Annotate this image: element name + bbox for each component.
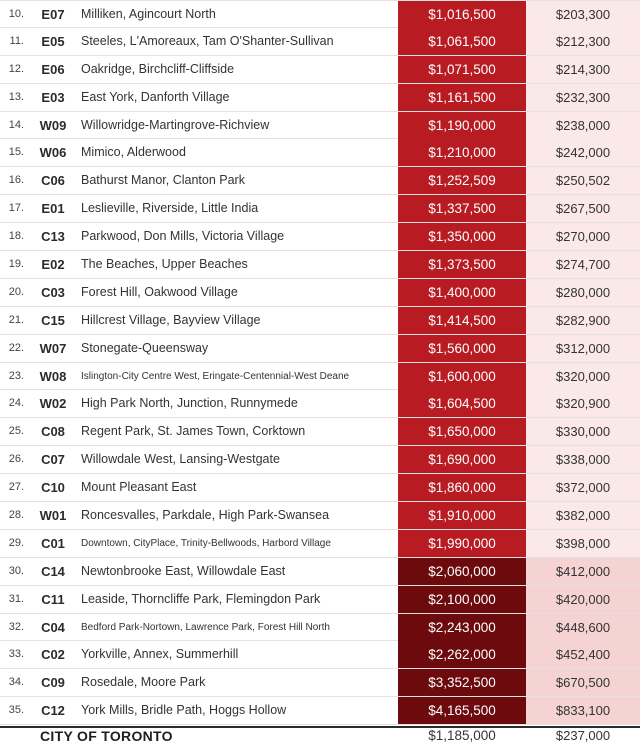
district-code-cell: C15 [41, 312, 65, 328]
district-code-cell: W08 [39, 368, 67, 384]
down-payment-cell: $833,100 [526, 697, 640, 724]
down-payment-cell: $670,500 [526, 669, 640, 696]
neighbourhood-name-cell: Parkwood, Don Mills, Victoria Village [81, 229, 285, 244]
down-payment-cell: $338,000 [526, 446, 640, 473]
neighbourhood-name-cell: Oakridge, Birchcliff-Cliffside [81, 61, 235, 76]
down-payment-cell: $320,900 [526, 390, 640, 417]
table-row [0, 446, 640, 474]
table-row [0, 530, 640, 558]
rank-cell: 21. [8, 313, 24, 326]
rank-cell: 27. [8, 481, 24, 494]
down-payment-cell: $212,300 [526, 28, 640, 55]
neighbourhood-name-cell: Willowridge-Martingrove-Richview [81, 117, 270, 132]
table-row [0, 28, 640, 56]
neighbourhood-name-cell: Leaside, Thorncliffe Park, Flemingdon Park [81, 591, 321, 606]
neighbourhood-name-cell: Leslieville, Riverside, Little India [81, 201, 259, 216]
neighbourhood-name-cell: Islington-City Centre West, Eringate-Centennial-West Deane [81, 370, 350, 382]
down-payment-cell: $448,600 [526, 614, 640, 641]
rank-cell: 34. [8, 676, 24, 689]
down-payment-cell: $282,900 [526, 307, 640, 334]
rank-cell: 15. [8, 146, 24, 159]
rank-cell: 26. [8, 453, 24, 466]
down-payment-cell: $280,000 [526, 279, 640, 306]
down-payment-cell: $398,000 [526, 530, 640, 557]
price-cell: $1,600,000 [398, 363, 526, 390]
neighbourhood-name-cell: Mount Pleasant East [81, 480, 197, 495]
neighbourhood-name-cell: Yorkville, Annex, Summerhill [81, 647, 239, 662]
district-code-cell: C09 [41, 675, 65, 691]
rank-cell: 24. [8, 397, 24, 410]
table-row [0, 307, 640, 335]
price-cell: $1,161,500 [398, 84, 526, 111]
price-cell: $1,910,000 [398, 502, 526, 529]
table-row [0, 223, 640, 251]
district-code-cell: C07 [41, 452, 65, 468]
rank-cell: 16. [8, 174, 24, 187]
table-row [0, 363, 640, 391]
down-payment-cell: $382,000 [526, 502, 640, 529]
district-code-cell: C08 [41, 424, 65, 440]
table-row [0, 502, 640, 530]
rank-cell: 22. [8, 341, 24, 354]
price-cell: $1,860,000 [398, 474, 526, 501]
district-code-cell: W06 [39, 145, 67, 161]
down-payment-cell: $232,300 [526, 84, 640, 111]
total-row [0, 726, 640, 746]
district-code-cell: C10 [41, 480, 65, 496]
table-row [0, 390, 640, 418]
district-code-cell: E07 [41, 7, 65, 22]
rank-cell: 20. [8, 285, 24, 298]
price-cell: $1,650,000 [398, 418, 526, 445]
price-cell: $1,414,500 [398, 307, 526, 334]
rank-cell: 17. [8, 202, 24, 215]
district-code-cell: C12 [41, 703, 65, 719]
neighbourhood-name-cell: Roncesvalles, Parkdale, High Park-Swansea [81, 508, 330, 523]
district-code-cell: W02 [39, 396, 67, 412]
rank-cell: 10. [8, 8, 24, 20]
price-cell: $1,400,000 [398, 279, 526, 306]
down-payment-cell: $452,400 [526, 641, 640, 668]
price-cell: $1,350,000 [398, 223, 526, 250]
rank-cell: 25. [8, 425, 24, 438]
table-row [0, 279, 640, 307]
price-cell: $1,190,000 [398, 112, 526, 139]
neighbourhood-name-cell: Milliken, Agincourt North [81, 7, 216, 21]
district-code-cell: C06 [41, 173, 65, 189]
down-payment-cell: $420,000 [526, 586, 640, 613]
down-payment-cell: $274,700 [526, 251, 640, 278]
price-cell: $1,061,500 [398, 28, 526, 55]
rank-cell: 32. [8, 620, 24, 633]
neighbourhood-name-cell: Hillcrest Village, Bayview Village [81, 312, 261, 327]
rank-cell: 12. [8, 62, 24, 75]
table-row [0, 167, 640, 195]
table-row [0, 335, 640, 363]
price-cell: $4,165,500 [398, 697, 526, 724]
rank-cell: 14. [8, 118, 24, 131]
rank-cell: 28. [8, 509, 24, 522]
neighbourhood-name-cell: High Park North, Junction, Runnymede [81, 396, 298, 411]
price-cell: $2,262,000 [398, 641, 526, 668]
down-payment-cell: $203,300 [526, 1, 640, 28]
price-cell: $1,560,000 [398, 335, 526, 362]
table-row [0, 641, 640, 669]
district-code-cell: C01 [41, 535, 65, 551]
down-payment-cell: $242,000 [526, 139, 640, 166]
neighbourhood-name-cell: Newtonbrooke East, Willowdale East [81, 563, 286, 578]
neighbourhood-name-cell: East York, Danforth Village [81, 89, 230, 104]
neighbourhood-name-cell: Mimico, Alderwood [81, 145, 186, 160]
district-code-cell: C14 [41, 563, 65, 579]
table-row [0, 558, 640, 586]
down-payment-cell: $267,500 [526, 195, 640, 222]
price-cell: $1,604,500 [398, 390, 526, 417]
district-code-cell: E05 [41, 33, 65, 49]
neighbourhood-name-cell: Steeles, L'Amoreaux, Tam O'Shanter-Sullivan [81, 33, 334, 48]
neighbourhood-name-cell: Bathurst Manor, Clanton Park [81, 173, 245, 188]
table-row [0, 614, 640, 642]
price-cell: $1,252,509 [398, 167, 526, 194]
rank-cell: 11. [9, 34, 24, 47]
district-code-cell: W09 [39, 117, 67, 133]
rank-cell: 23. [8, 369, 24, 382]
district-code-cell: E02 [41, 257, 65, 273]
table-row [0, 418, 640, 446]
price-cell: $1,071,500 [398, 56, 526, 83]
neighbourhood-name-cell: Forest Hill, Oakwood Village [81, 284, 238, 299]
down-payment-cell: $330,000 [526, 418, 640, 445]
price-cell: $1,690,000 [398, 446, 526, 473]
district-code-cell: C04 [41, 619, 65, 635]
price-cell: $2,243,000 [398, 614, 526, 641]
table-row [0, 0, 640, 28]
price-cell: $2,060,000 [398, 558, 526, 585]
neighbourhood-name-cell: Regent Park, St. James Town, Corktown [81, 424, 306, 439]
down-payment-cell: $412,000 [526, 558, 640, 585]
table-row [0, 112, 640, 140]
rank-cell: 31. [8, 592, 24, 605]
table-row [0, 669, 640, 697]
table-row [0, 474, 640, 502]
table-row [0, 251, 640, 279]
down-payment-cell: $320,000 [526, 363, 640, 390]
district-code-cell: C11 [41, 591, 65, 607]
down-payment-cell: $372,000 [526, 474, 640, 501]
district-code-cell: W07 [39, 340, 67, 356]
table-row [0, 56, 640, 84]
district-code-cell: E06 [41, 61, 65, 77]
district-code-cell: W01 [39, 508, 67, 524]
district-code-cell: C03 [41, 284, 65, 300]
rank-cell: 13. [8, 90, 24, 103]
district-code-cell: E01 [41, 201, 65, 217]
table-row [0, 195, 640, 223]
neighbourhood-name-cell: Downtown, CityPlace, Trinity-Bellwoods, Harbord Village [81, 537, 331, 549]
down-payment-cell: $238,000 [526, 112, 640, 139]
price-cell: $1,337,500 [398, 195, 526, 222]
down-payment-cell: $214,300 [526, 56, 640, 83]
price-cell: $3,352,500 [398, 669, 526, 696]
total-label: CITY OF TORONTO [40, 728, 173, 744]
table-row [0, 139, 640, 167]
price-cell: $1,373,500 [398, 251, 526, 278]
total-down-payment: $237,000 [555, 728, 611, 743]
rank-cell: 19. [8, 258, 24, 271]
price-cell: $1,016,500 [398, 1, 526, 28]
price-cell: $1,990,000 [398, 530, 526, 557]
district-code-cell: E03 [41, 89, 65, 105]
rank-cell: 35. [8, 704, 24, 717]
rank-cell: 29. [8, 536, 24, 549]
table-row [0, 697, 640, 725]
rank-cell: 18. [8, 230, 24, 243]
district-code-cell: C13 [41, 229, 65, 245]
neighbourhood-name-cell: Stonegate-Queensway [81, 340, 209, 355]
down-payment-cell: $270,000 [526, 223, 640, 250]
neighbourhood-name-cell: Rosedale, Moore Park [81, 675, 206, 690]
district-code-cell: C02 [41, 647, 65, 663]
rank-cell: 33. [8, 648, 24, 661]
table-row [0, 84, 640, 112]
neighbourhood-name-cell: Bedford Park-Nortown, Lawrence Park, Forest Hill North [81, 621, 330, 633]
price-cell: $1,210,000 [398, 139, 526, 166]
table-row [0, 586, 640, 614]
neighbourhood-name-cell: York Mills, Bridle Path, Hoggs Hollow [81, 703, 287, 718]
neighbourhood-name-cell: The Beaches, Upper Beaches [81, 257, 248, 272]
neighbourhood-name-cell: Willowdale West, Lansing-Westgate [81, 452, 280, 467]
down-payment-cell: $250,502 [526, 167, 640, 194]
price-cell: $2,100,000 [398, 586, 526, 613]
rank-cell: 30. [8, 564, 24, 577]
total-price: $1,185,000 [428, 728, 496, 743]
down-payment-cell: $312,000 [526, 335, 640, 362]
